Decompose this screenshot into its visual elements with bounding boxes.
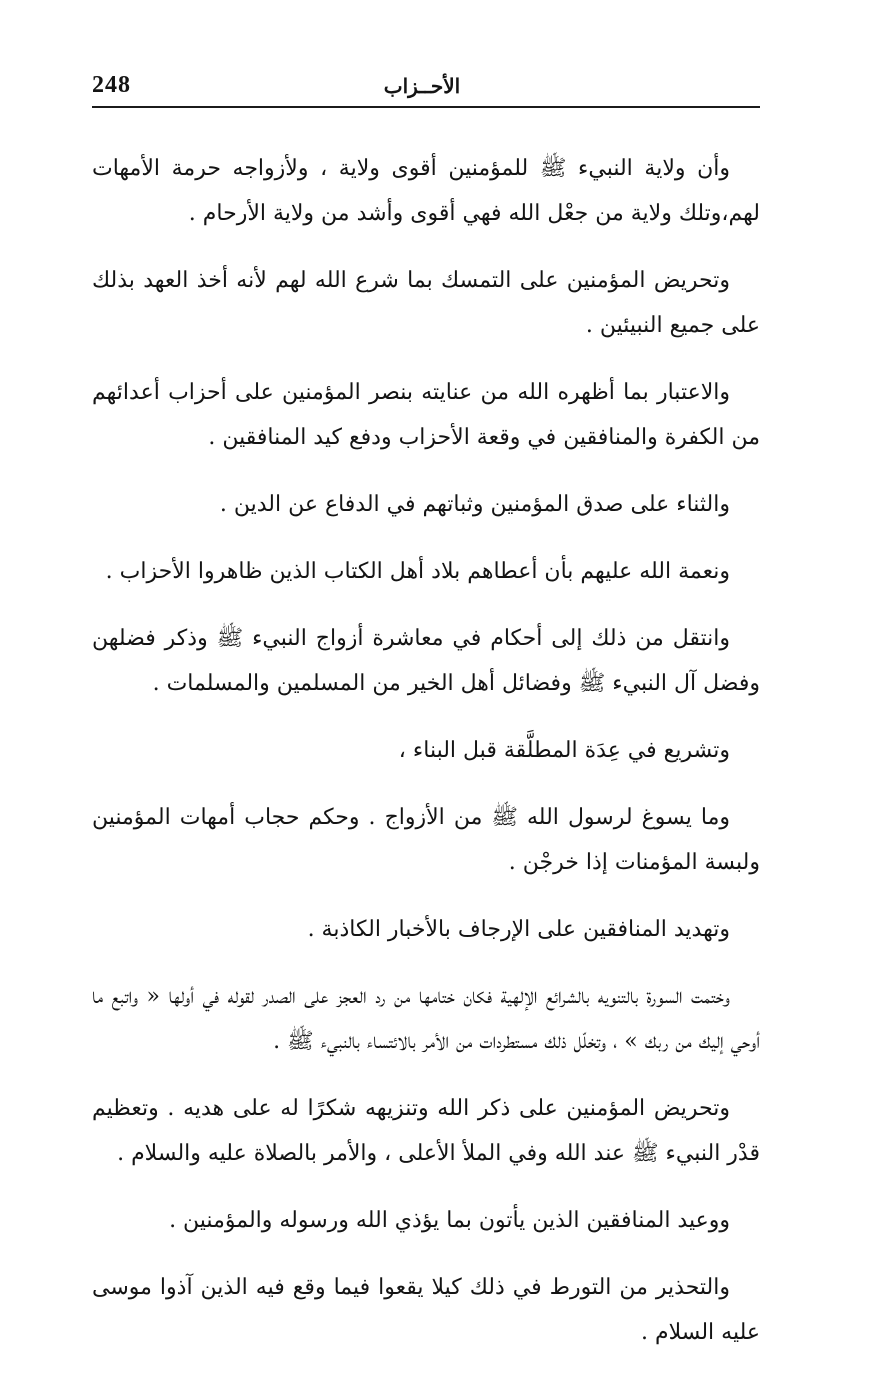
paragraph: والتحذير من التورط في ذلك كيلا يقعوا فيما وقع فيه الذين آذوا موسى عليه السلام . — [92, 1275, 760, 1345]
paragraph: والاعتبار بما أظهره الله من عنايته بنصر المؤمنين على أحزاب أعدائهم من الكفرة والمنافقين في وقعة الأحزاب ودفع كيد المنافقين . — [92, 380, 760, 450]
paragraph: وأن ولاية النبيء ﷺ للمؤمنين أقوى ولاية ، ولأزواجه حرمة الأمهات لهم،وتلك ولاية من جعْل الله فهي أقوى وأشد من ولاية الأرحام . — [92, 156, 760, 226]
paragraph: وتهديد المنافقين على الإرجاف بالأخبار الكاذبة . — [307, 917, 730, 942]
running-title: الأحــزاب — [383, 74, 461, 98]
paragraph: وتشريع في عِدَة المطلَّقة قبل البناء ، — [398, 738, 730, 763]
paragraph: والثناء على صدق المؤمنين وثباتهم في الدفاع عن الدين . — [219, 492, 730, 517]
paragraph: وما يسوغ لرسول الله ﷺ من الأزواج . وحكم حجاب أمهات المؤمنين ولبسة المؤمنات إذا خرجْن . — [92, 805, 760, 875]
paragraph: وختمت السورة بالتنويه بالشرائع الإلهية فكان ختامها من رد العجز على الصدر لقوله في أولها « واتبع ما أوحي إليك من ربك » ، وتخلّل ذلك مستطردات من الأمر بالائتساء بالنبيء ﷺ . — [92, 984, 760, 1054]
body-text — [92, 146, 760, 1377]
paragraph: ونعمة الله عليهم بأن أعطاهم بلاد أهل الكتاب الذين ظاهروا الأحزاب . — [105, 559, 730, 584]
paragraph: ووعيد المنافقين الذين يأتون بما يؤذي الله ورسوله والمؤمنين . — [169, 1208, 730, 1233]
page-number: 248 — [92, 72, 131, 98]
paragraph: وتحريض المؤمنين على التمسك بما شرع الله لهم لأنه أخذ العهد بذلك على جميع النبيئين . — [92, 268, 760, 338]
page-header — [92, 60, 760, 108]
paragraph: وانتقل من ذلك إلى أحكام في معاشرة أزواج النبيء ﷺ وذكر فضلهن وفضل آل النبيء ﷺ وفضائل أهل الخير من المسلمين والمسلمات . — [92, 626, 760, 696]
paragraph: وتحريض المؤمنين على ذكر الله وتنزيهه شكرًا له على هديه . وتعظيم قدْر النبيء ﷺ عند الله وفي الملأ الأعلى ، والأمر بالصلاة عليه والسلام . — [92, 1096, 760, 1166]
header-rule — [92, 106, 760, 108]
